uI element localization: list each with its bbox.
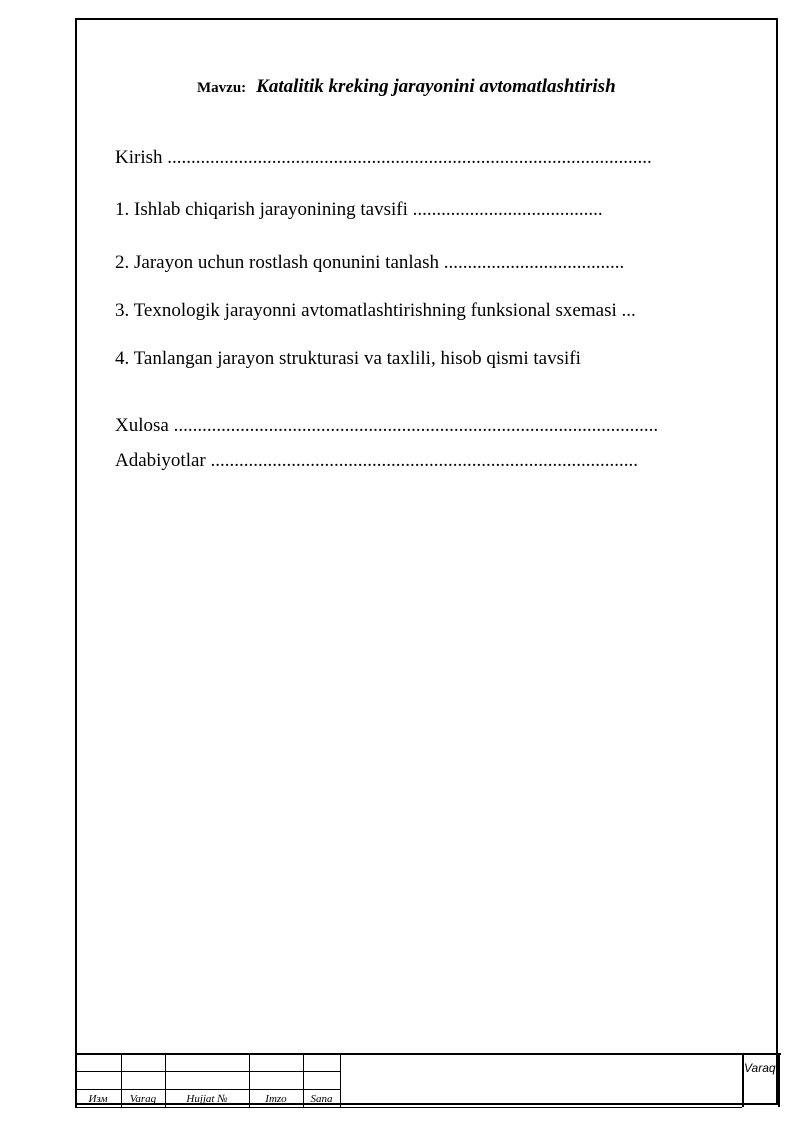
toc-item-3: 3. Texnologik jarayonni avtomatlashtirishning funksional sxemasi ... <box>115 300 636 321</box>
toc-item-intro: Kirish ...................................................................................................... <box>115 147 652 168</box>
title-label: Mavzu: <box>197 80 247 96</box>
title-topic: Katalitik kreking jarayonini avtomatlashtirish <box>256 76 616 97</box>
stamp-col-imzo: Imzo <box>265 1093 287 1105</box>
stamp-row-line <box>75 1071 340 1072</box>
toc-item-1: 1. Ishlab chiqarish jarayonining tavsifi ........................................ <box>115 199 603 220</box>
toc-item-conclusion: Xulosa ...................................................................................................... <box>115 415 659 436</box>
stamp-bottom-line <box>75 1107 742 1108</box>
page-frame <box>75 18 778 1105</box>
toc-item-4: 4. Tanlangan jarayon strukturasi va taxlili, hisob qismi tavsifi <box>115 348 581 369</box>
stamp-col-sana: Sana <box>310 1093 333 1105</box>
stamp-row-line <box>75 1089 340 1090</box>
sheet-label: Varaq <box>744 1061 776 1075</box>
toc-item-2: 2. Jarayon uchun rostlash qonunini tanlash ...................................... <box>115 252 625 273</box>
stamp-divider <box>340 1055 341 1108</box>
document-title <box>197 76 616 98</box>
toc-item-references: Adabiyotlar .......................................................................................... <box>115 450 639 471</box>
stamp-col-varaq: Varaq <box>129 1093 157 1105</box>
title-block-stamp <box>75 1053 781 1106</box>
stamp-col-izm: Изм <box>88 1093 108 1105</box>
stamp-col-hujjat: Hujjat № <box>186 1093 228 1105</box>
